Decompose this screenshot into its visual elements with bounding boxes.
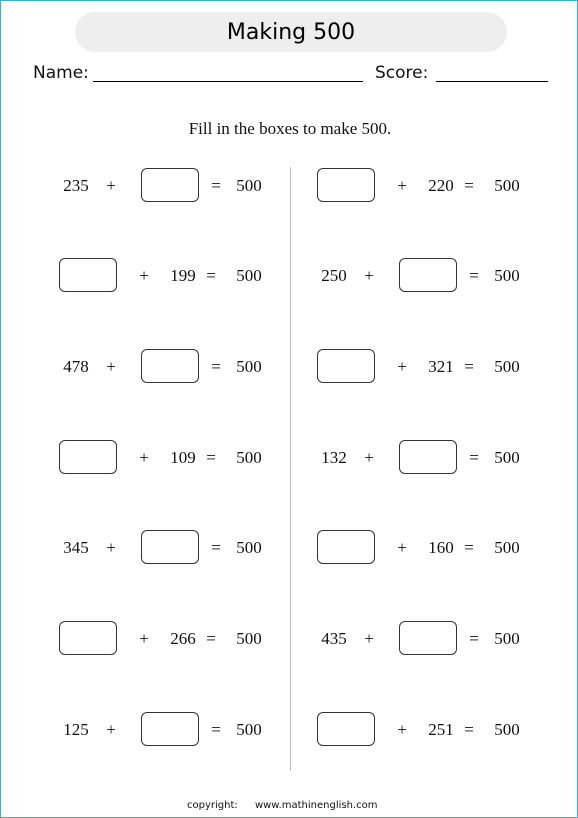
problem-right-6 xyxy=(309,621,578,657)
total-number: 500 xyxy=(494,266,520,285)
total-number: 500 xyxy=(236,629,262,648)
answer-box[interactable] xyxy=(59,258,117,292)
plus-sign: + xyxy=(106,720,116,739)
given-number: 199 xyxy=(170,266,196,285)
plus-sign: + xyxy=(139,448,149,467)
given-number: 132 xyxy=(321,448,347,467)
problem-left-5 xyxy=(51,530,321,566)
worksheet-title: Making 500 xyxy=(75,12,507,52)
problem-left-7 xyxy=(51,712,321,748)
answer-box[interactable] xyxy=(141,712,199,746)
given-number: 435 xyxy=(321,629,347,648)
equals-sign: = xyxy=(469,266,479,285)
given-number: 125 xyxy=(63,720,89,739)
instructions: Fill in the boxes to make 500. xyxy=(188,119,392,138)
total-number: 500 xyxy=(236,176,262,195)
equals-sign: = xyxy=(469,629,479,648)
problem-right-7 xyxy=(309,712,578,748)
name-blank-line[interactable] xyxy=(93,81,363,82)
equals-sign: = xyxy=(211,720,221,739)
equals-sign: = xyxy=(464,176,474,195)
equals-sign: = xyxy=(206,266,216,285)
plus-sign: + xyxy=(106,538,116,557)
answer-box[interactable] xyxy=(399,621,457,655)
equals-sign: = xyxy=(211,176,221,195)
given-number: 235 xyxy=(63,176,89,195)
given-number: 109 xyxy=(170,448,196,467)
total-number: 500 xyxy=(236,448,262,467)
answer-box[interactable] xyxy=(59,440,117,474)
plus-sign: + xyxy=(106,357,116,376)
plus-sign: + xyxy=(364,266,374,285)
total-number: 500 xyxy=(494,629,520,648)
total-number: 500 xyxy=(494,448,520,467)
total-number: 500 xyxy=(236,357,262,376)
problem-right-2 xyxy=(309,258,578,294)
problem-right-5 xyxy=(309,530,578,566)
answer-box[interactable] xyxy=(317,168,375,202)
total-number: 500 xyxy=(236,538,262,557)
plus-sign: + xyxy=(139,629,149,648)
total-number: 500 xyxy=(494,357,520,376)
problem-right-4 xyxy=(309,440,578,476)
equals-sign: = xyxy=(211,357,221,376)
answer-box[interactable] xyxy=(141,349,199,383)
name-label: Name: xyxy=(33,63,89,83)
total-number: 500 xyxy=(494,538,520,557)
total-number: 500 xyxy=(494,720,520,739)
total-number: 500 xyxy=(494,176,520,195)
answer-box[interactable] xyxy=(141,530,199,564)
plus-sign: + xyxy=(106,176,116,195)
copyright-url: www.mathinenglish.com xyxy=(254,800,378,811)
answer-box[interactable] xyxy=(317,530,375,564)
given-number: 160 xyxy=(428,538,454,557)
plus-sign: + xyxy=(397,357,407,376)
given-number: 345 xyxy=(63,538,89,557)
problem-right-3 xyxy=(309,349,578,385)
problem-left-4 xyxy=(51,440,321,476)
given-number: 266 xyxy=(170,629,196,648)
answer-box[interactable] xyxy=(317,349,375,383)
equals-sign: = xyxy=(464,720,474,739)
footer xyxy=(187,800,377,811)
answer-box[interactable] xyxy=(399,440,457,474)
equals-sign: = xyxy=(464,538,474,557)
given-number: 220 xyxy=(428,176,454,195)
problem-left-2 xyxy=(51,258,321,294)
given-number: 478 xyxy=(63,357,89,376)
plus-sign: + xyxy=(397,538,407,557)
plus-sign: + xyxy=(139,266,149,285)
copyright-label: copyright: xyxy=(187,800,238,811)
student-info-row xyxy=(33,61,553,85)
answer-box[interactable] xyxy=(141,168,199,202)
equals-sign: = xyxy=(206,629,216,648)
equals-sign: = xyxy=(211,538,221,557)
total-number: 500 xyxy=(236,720,262,739)
problem-left-1 xyxy=(51,168,321,204)
equals-sign: = xyxy=(206,448,216,467)
answer-box[interactable] xyxy=(399,258,457,292)
answer-box[interactable] xyxy=(59,621,117,655)
equals-sign: = xyxy=(464,357,474,376)
answer-box[interactable] xyxy=(317,712,375,746)
plus-sign: + xyxy=(364,629,374,648)
given-number: 321 xyxy=(428,357,454,376)
plus-sign: + xyxy=(397,176,407,195)
total-number: 500 xyxy=(236,266,262,285)
score-blank-line[interactable] xyxy=(436,81,548,82)
given-number: 251 xyxy=(428,720,454,739)
equals-sign: = xyxy=(469,448,479,467)
score-label: Score: xyxy=(375,63,429,83)
plus-sign: + xyxy=(397,720,407,739)
problem-right-1 xyxy=(309,168,578,204)
plus-sign: + xyxy=(364,448,374,467)
problem-left-6 xyxy=(51,621,321,657)
problem-left-3 xyxy=(51,349,321,385)
given-number: 250 xyxy=(321,266,347,285)
